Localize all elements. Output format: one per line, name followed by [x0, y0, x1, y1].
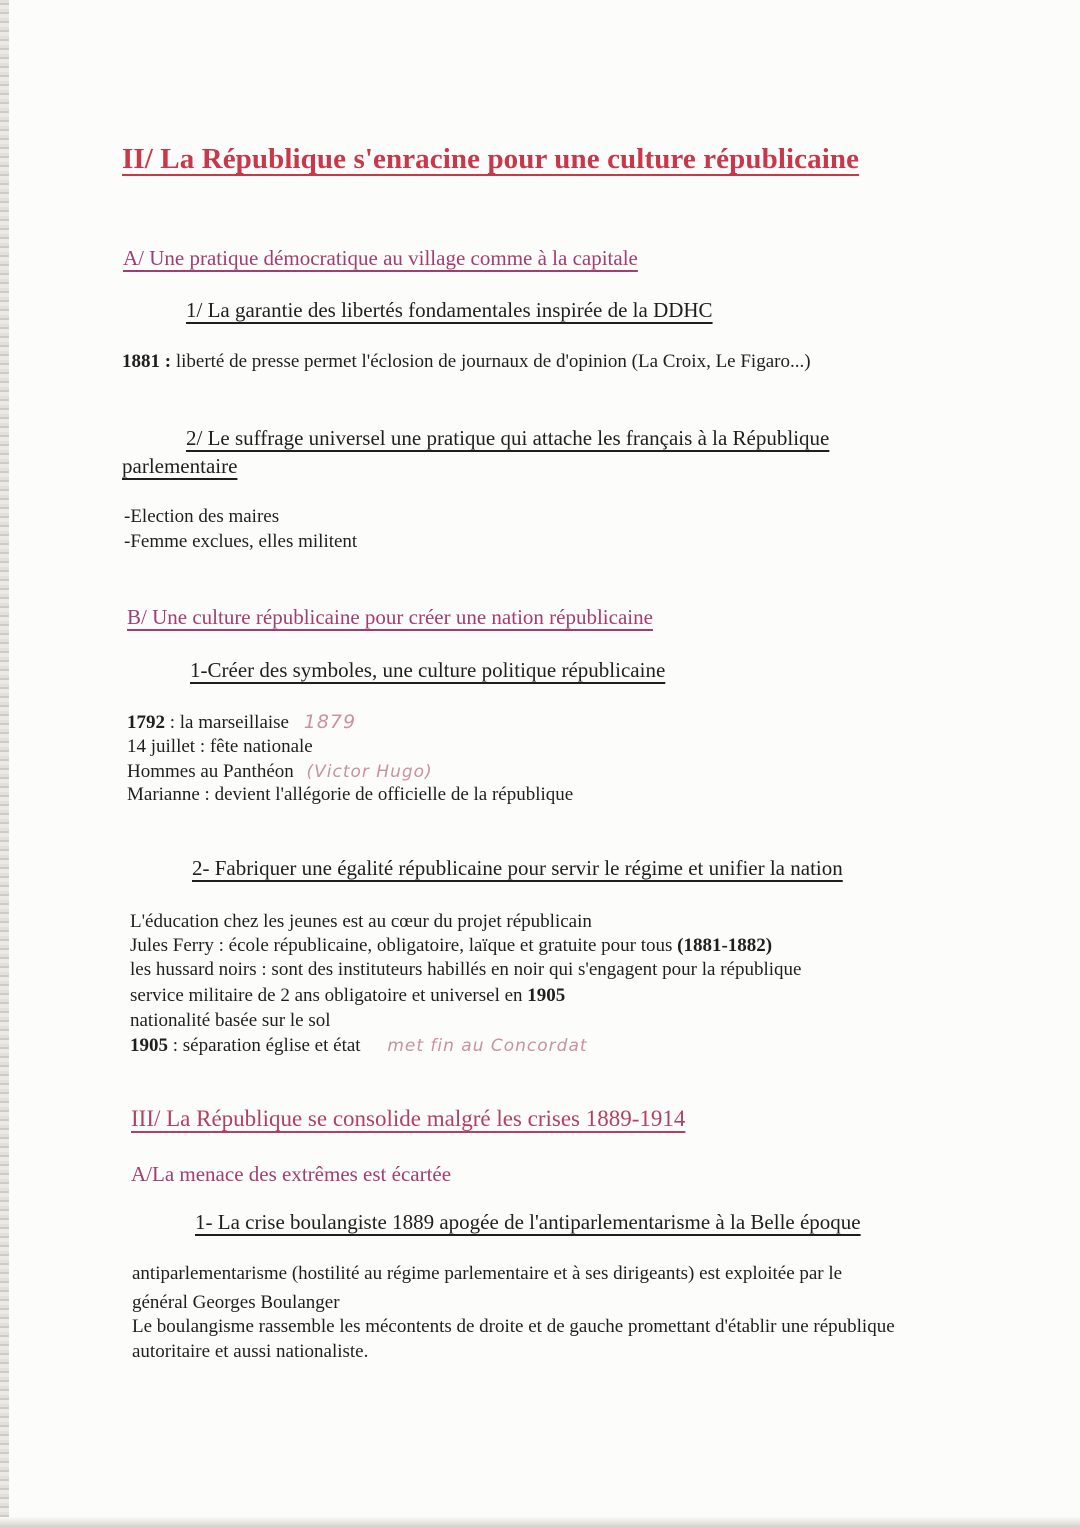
list-item: -Election des maires	[124, 506, 280, 527]
section-iii-a-heading: A/La menace des extrêmes est écartée	[131, 1162, 452, 1186]
section-iii-heading: III/ La République se consolide malgré les crises 1889-1914	[131, 1106, 686, 1131]
date-label: 1881 :	[122, 351, 172, 372]
text-fragment: : la marseillaise	[165, 712, 289, 733]
date-label: 1792	[127, 712, 165, 733]
date-label: (1881-1882)	[677, 935, 773, 956]
text-fragment: Hommes au Panthéon	[127, 761, 294, 782]
text-line: les hussard noirs : sont des instituteurs habillés en noir qui s'engagent pour la république	[130, 959, 802, 980]
text-fragment: liberté de presse permet l'éclosion de journaux de d'opinion (La Croix, Le Figaro...)	[171, 351, 811, 372]
subsection-a2-heading-line2: parlementaire	[122, 454, 238, 478]
text-line: L'éducation chez les jeunes est au cœur du projet républicain	[130, 911, 592, 932]
text-line	[127, 711, 356, 734]
subsection-iii1-heading: 1- La crise boulangiste 1889 apogée de l'antiparlementarisme à la Belle époque	[195, 1210, 861, 1234]
subsection-a2-heading-line1: 2/ Le suffrage universel une pratique qui attache les français à la République	[186, 426, 830, 450]
text-line: Le boulangisme rassemble les mécontents de droite et de gauche promettant d'établir une république	[132, 1316, 895, 1337]
text-line: 14 juillet : fête nationale	[127, 736, 313, 757]
text-line	[130, 935, 772, 957]
text-line: Marianne : devient l'allégorie de officielle de la république	[127, 784, 574, 805]
text-line: antiparlementarisme (hostilité au régime parlementaire et à ses dirigeants) est exploitée par le	[132, 1263, 843, 1284]
text-fragment: service militaire de 2 ans obligatoire et universel en	[130, 985, 528, 1006]
list-item: -Femme exclues, elles militent	[124, 531, 358, 552]
text-line: général Georges Boulanger	[132, 1292, 340, 1313]
text-line: autoritaire et aussi nationaliste.	[132, 1341, 369, 1362]
text-line	[122, 351, 811, 373]
text-line	[130, 985, 565, 1007]
handwritten-note: met fin au Concordat	[387, 1036, 588, 1056]
page-title: II/ La République s'enracine pour une culture républicaine	[122, 143, 860, 175]
page-left-edge	[0, 0, 9, 1527]
text-line: nationalité basée sur le sol	[130, 1010, 331, 1031]
text-fragment: Jules Ferry : école républicaine, obligatoire, laïque et gratuite pour tous	[130, 935, 678, 956]
text-fragment: : séparation église et état	[168, 1035, 361, 1056]
date-label: 1905	[527, 985, 566, 1006]
text-line	[130, 1035, 588, 1057]
subsection-b1-heading: 1-Créer des symboles, une culture politique républicaine	[190, 658, 666, 682]
section-b-heading: B/ Une culture républicaine pour créer une nation républicaine	[127, 605, 653, 629]
date-label: 1905	[130, 1035, 168, 1056]
subsection-b2-heading: 2- Fabriquer une égalité républicaine pour servir le régime et unifier la nation	[192, 856, 843, 880]
text-line	[127, 761, 433, 783]
section-a-heading: A/ Une pratique démocratique au village comme à la capitale	[123, 246, 638, 270]
subsection-a1-heading: 1/ La garantie des libertés fondamentales inspirée de la DDHC	[186, 298, 713, 322]
handwritten-note: (Victor Hugo)	[306, 762, 433, 782]
page-bottom-edge	[0, 1517, 1080, 1527]
handwritten-note: 1879	[303, 711, 357, 733]
